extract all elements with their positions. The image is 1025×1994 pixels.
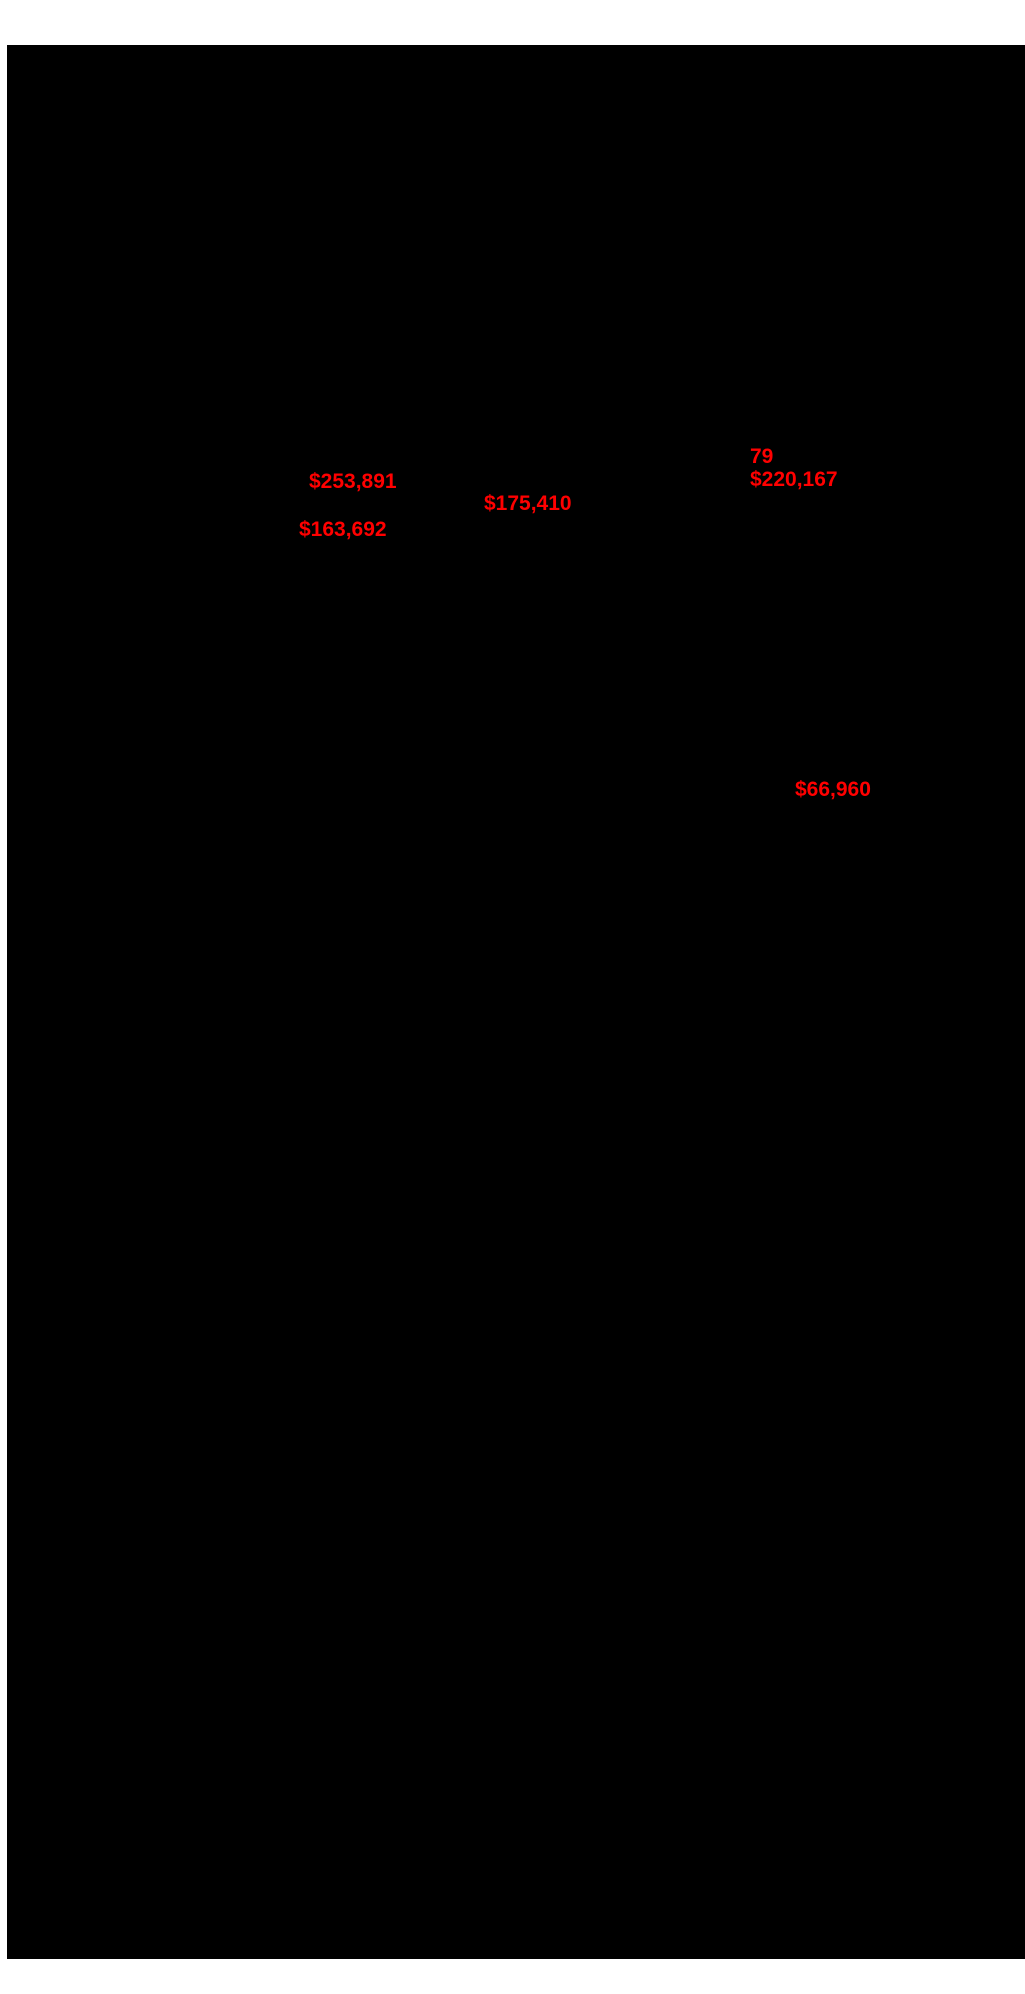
price-marker[interactable]: $175,410 (484, 492, 572, 515)
price-marker[interactable]: $220,167 (750, 468, 838, 491)
price-marker[interactable]: $66,960 (795, 778, 871, 801)
price-marker[interactable]: $253,891 (309, 470, 397, 493)
map-canvas[interactable] (7, 45, 1025, 1959)
price-marker[interactable]: 79 (750, 445, 774, 468)
price-marker[interactable]: $163,692 (299, 518, 387, 541)
